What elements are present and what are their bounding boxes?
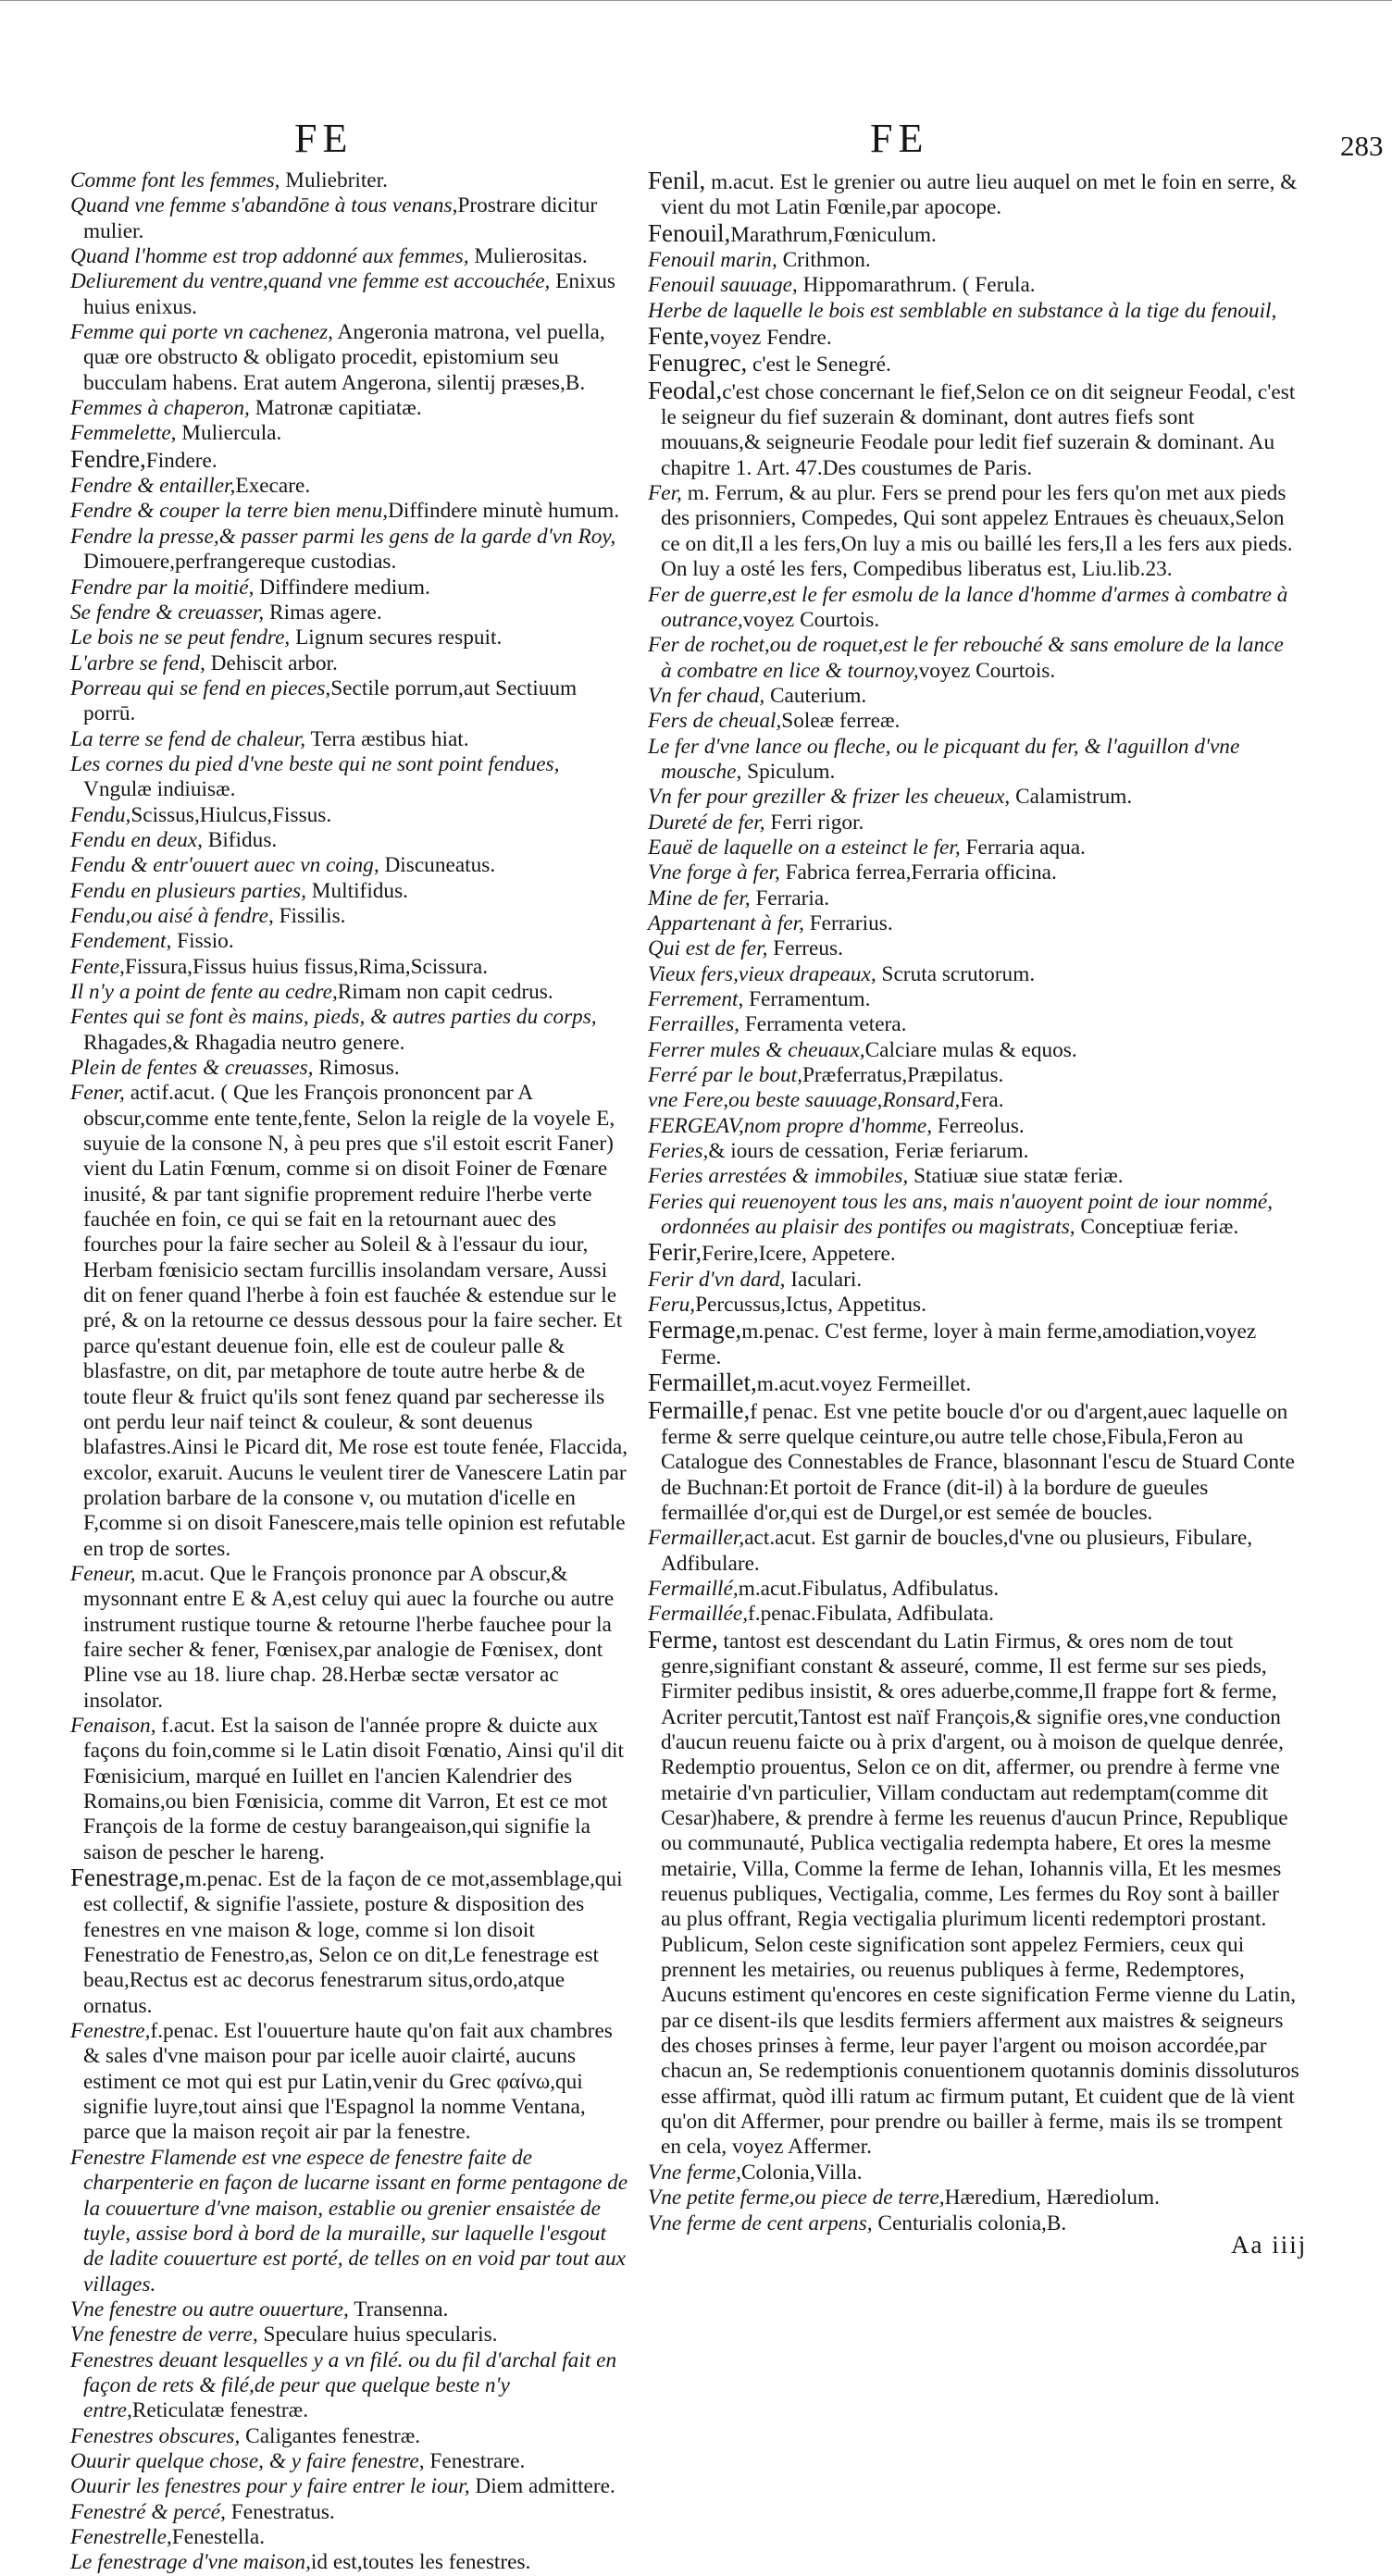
dictionary-entry [70,168,631,193]
headword: Fermaillé, [648,1576,739,1601]
headword: Ferrement, [648,987,744,1011]
dictionary-entry [648,1088,1299,1113]
definition: Ferraria aqua. [960,835,1086,860]
headword: Fentes qui se font ès mains, pieds, & autres parties du corps, [70,1005,597,1030]
dictionary-entry [70,2500,631,2525]
headword: Plein de fentes & creuasses, [70,1056,314,1081]
headword: Femmes à chaperon, [70,396,250,421]
headword: Fenestre Flamende est vne espece de fenestre faite de charpenterie en façon de lucarne issant en forme pentagone de la couuerture d'vne maison, establie ou grenier ensaistée de tuyle, assise bord à bord de la muraille, sur laquelle l'esgout de ladite couuerture est porté, de telles on en void par tout aux villages. [70,2145,628,2297]
dictionary-entry [70,2550,631,2575]
dictionary-entry [648,1526,1299,1577]
dictionary-entry [70,727,631,752]
headword: Ouurir les fenestres pour y faire entrer le iour, [70,2474,470,2499]
headword: Vn fer chaud, [648,683,765,708]
definition: Muliercula. [176,421,282,446]
definition: Fabrica ferrea,Ferraria officina. [779,861,1057,886]
headword: Fenil, [648,167,706,194]
headword: Ferme, [648,1625,718,1653]
dictionary-entry [70,499,631,524]
definition: m.penac. Est de la façon de ce mot,assemblage,qui est collectif, & signifie l'assiete, posture & disposition des fenestres en vne maison & loge, comme si lon disoit Fenestratio de Fenestro,as, Selon ce on dit,Le fenestrage est beau,Rectus est ac decorus fenestrarum situs,ordo,atque ornatus. [83,1867,623,2018]
definition: Dehiscit arbor. [205,650,338,675]
definition: Ferraria. [750,886,830,910]
definition: c'est chose concernant le fief,Selon ce on dit seigneur Feodal, c'est le seigneur du fief suzerain & dominant, dont autres fiefs sont mouuans,& seigneurie Feodale pour ledit fief suzerain & dominant. Au chapitre 1. Art. 47.Des coustumes de Paris. [661,379,1296,480]
left-column [70,168,631,2576]
dictionary-entry [70,853,631,878]
headword: Fenugrec, [648,349,748,378]
dictionary-entry [70,2146,631,2297]
definition: f penac. Est vne petite boucle d'or ou d'argent,auec laquelle on ferme & serre quelque ceinture,ou autre telle chose,Fibula,Feron au Catalogue des Connestables de France, blasonnant l'escu de Stuard Conte de Buchnan:Et portoit de France (dit-il) à la bordure de gueules fermaillée d'or,qui est de Durgel,or est semée de boucles. [661,1399,1295,1525]
definition: Findere. [145,448,218,473]
headword: Ferrailles, [648,1012,740,1037]
definition: tantost est descendant du Latin Firmus, & ores nom de tout genre,signifiant constant & asseuré, comme, Il est ferme sur ses pieds, Firmiter pedibus insistit, & ores aduerbe,comme,Il frappe fort & ferme, Acriter percutit,Tantost est naïf François,& signifie ores,vne conduction d'aucun reuenu faicte ou à prix d'argent, ou à moison de quelque denrée, Redemptio prouentus, Selon ce on dit, affermer, ou prendre à ferme vne metairie d'vn particulier, Villam conductam aut redemptam(comme dit Cesar)habere, & prendre à ferme les reuenus d'aucun Prince, Republique ou communauté, Publica vectigalia redempta habere, Et ores la mesme metairie, Villa, Comme la ferme de Iehan, Iohannis villa, Et les mesmes reuenus publiques, Vectigalia, comme, Les fermes du Roy sont à bailler au plus offrant, Regia vectigalia plurimum licenti redemptori prostant. Publicum, Selon ceste signification sont appelez Fermiers, ceux qui prennent les metairies, ou reuenus publiques à ferme, Redemptores, Aucuns estiment qu'encores en ceste signification Ferme vienne du Latin, par ce disent-ils que lesdits fermiers afferment aux maistres & seigneurs des choses prinses à ferme, leur payer l'argent ou moison accordée,par chacun an, Se redemptionis conuentionem quotannis dominis dissoluturos esse affirmat, quòd illi ratum ac firmum putant, Et cuident que de là vient qu'on dit Affermer, pour prendre ou bailler à ferme, mais ils se trompent en cela, voyez Affermer. [661,1629,1299,2160]
definition: Percussus,Ictus, Appetitus. [695,1293,926,1318]
definition: Execare. [235,474,311,499]
dictionary-entry [70,2019,631,2146]
headword: Comme font les femmes, [70,168,280,192]
definition: Crithmon. [777,248,871,273]
headword: Vn fer pour greziller & frizer les cheueux, [648,785,1011,810]
headword: Fenouil marin, [648,248,777,273]
definition: Ferramenta vetera. [740,1012,907,1037]
headword: Herbe de laquelle le bois est semblable en substance à la tige du fenouil, [648,298,1277,323]
definition: Matronæ capitiatæ. [249,396,422,421]
headword: Ferré par le bout, [648,1063,802,1088]
definition: f.acut. Est la saison de l'année propre & duicte aux façons du foin,comme si le Latin disoit Fœnatio, Ainsi qu'il dit Fœnisicium, marqué en Iuillet en l'ancien Kalendrier des Romains,ou bien Fœnisicia, comme dit Varron, Et est ce mot François de la forme de cestuy barangeaison,qui signifie la saison de pescher le hareng. [83,1713,624,1864]
running-head-left: FE [294,116,354,161]
headword: Quand l'homme est trop addonné aux femmes, [70,244,469,269]
dictionary-entry [70,651,631,676]
definition: Rimas agere. [264,600,382,625]
definition: m.acut.Fibulatus, Adfibulatus. [738,1576,1000,1601]
headword: Appartenant à fer, [648,910,804,935]
definition: Rimam non capit cedrus. [337,980,553,1004]
definition: actif.acut. ( Que les François prononcent par A obscur,comme ente tente,fente, Selon la reigle de la voyele E, suyuie de la consone N, à peu pres que s'il estoit escrit Faner) vient du Latin Fœnum, comme si on disoit Foiner de Fœnare inusité, & par tant signifie proprement reduire l'herbe verte fauchée en foin, ce qui se fait en la retournant auec des fourches pour la faire secher au Soleil & à l'essaur du iour, Herbam fœnisicio sectam furcillis insolandam versare, Aussi dit on fener quand l'herbe à foin est fauchée & estendue sur le pré, & on la retourne ce dessus dessous pour la faire secher. Et parce qu'estant deuenue foin, elle est de couleur palle & blasfastre, on dit, par metaphore de toute autre herbe & de toute fleur & fruict qu'ils sont fenez quand par secheresse ils ont perdu leur naif teinct & couleur, & sont deuenus blafastres.Ainsi le Picard dit, Me rose est toute fenée, Flaccida, excolor, exaruit. Aucuns le veulent tirer de Vanescere Latin par prolation barbare de la consone v, ou mutation d'icelle en F,comme si on disoit Fanescere,mais telle opinion est refutable en trop de sortes. [83,1081,628,1561]
definition: Conceptiuæ feriæ. [1075,1215,1239,1240]
headword: Ferir, [648,1238,702,1267]
running-head-right: FE [870,116,929,161]
dictionary-entry [648,684,1299,709]
headword: Fenestres obscures, [70,2423,241,2448]
headword: Feries qui reuenoyent tous les ans, mais n'auoyent point de iour nommé, ordonnées au plaisir des pontifes ou magistrats, [648,1189,1274,1240]
definition: Hæredium, Hærediolum. [944,2186,1160,2211]
headword: Deliurement du ventre,quand vne femme est accouchée, [70,269,551,294]
definition: Bifidus. [202,827,278,852]
dictionary-entry [70,396,631,421]
headword: Fendre & entailler, [70,474,236,499]
dictionary-entry [648,218,1299,248]
definition: Rhagades,& Rhagadia neutro genere. [83,1030,405,1055]
dictionary-entry [648,1577,1299,1602]
dictionary-entry [648,583,1299,634]
headword: Fendu,ou aisé à fendre, [70,903,274,928]
definition: Transenna. [348,2297,449,2322]
headword: Fer de rochet,ou de roquet,est le fer rebouché & sans emolure de la lance à combatre en lice & tournoy, [648,633,1284,683]
dictionary-entry [70,576,631,601]
dictionary-entry [648,273,1299,298]
definition: Discuneatus. [379,853,496,878]
headword: Fer, [648,481,682,506]
dictionary-entry [648,1395,1299,1527]
headword: Quand vne femme s'abandōne à tous venans, [70,193,458,218]
dictionary-entry [70,2449,631,2474]
definition: Lignum secures respuit. [290,625,503,650]
dictionary-entry [648,2211,1299,2236]
definition: Centurialis colonia,B. [872,2211,1067,2235]
definition: m.acut. Est le grenier ou autre lieu auquel on met le foin en serre, & vient du mot Latin Fœnile,par apocope. [661,170,1298,220]
headword: Fenestres deuant lesquelles y a vn filé. ou du fil d'archal fait en façon de rets & filé,de peur que quelque beste n'y entre, [70,2347,617,2423]
headword: Fenestré & percé, [70,2499,226,2524]
definition: voyez Fendre. [709,326,832,351]
dictionary-entry [648,168,1299,221]
dictionary-entry [70,444,631,474]
definition: Vngulæ indiuisæ. [83,777,236,802]
headword: Fenestrelle, [70,2524,172,2549]
headword: Fendre par la moitié, [70,575,255,600]
dictionary-entry [648,962,1299,987]
headword: Fer de guerre,est le fer esmolu de la lance d'homme d'armes à combatre à outrance, [648,582,1288,632]
definition: Scruta scrutorum. [876,961,1036,986]
dictionary-entry [70,1714,631,1865]
headword: Feries, [648,1139,709,1164]
headword: Fermaillet, [648,1368,757,1397]
definition: Marathrum,Fœniculum. [730,222,937,247]
definition: Caligantes fenestræ. [240,2423,421,2448]
definition: Sectile porrum,aut Sectiuum porrū. [83,675,578,726]
definition: c'est le Senegré. [747,353,891,378]
definition: Fenestrare. [424,2448,526,2473]
headword: Fendre, [70,444,146,473]
definition: Speculare huius specularis. [257,2322,498,2347]
headword: Femmelette, [70,421,177,446]
page-number: 283 [1340,130,1384,162]
top-rule [0,0,1392,1]
definition: Fissilis. [273,903,346,928]
headword: Femme qui porte vn cachenez, [70,320,333,345]
headword: Fente, [70,954,125,979]
headword: Mine de fer, [648,886,751,910]
headword: Fermailler, [648,1526,745,1551]
dictionary-entry [648,1063,1299,1088]
headword: Vieux fers,vieux drapeaux, [648,961,876,986]
dictionary-entry [648,886,1299,911]
headword: Fers de cheual, [648,709,782,734]
dictionary-entry [648,911,1299,936]
dictionary-entry [70,904,631,929]
definition: Iaculari. [785,1267,863,1292]
dictionary-entry [70,2348,631,2424]
headword: Fenestrage, [70,1864,185,1892]
dictionary-entry [70,1005,631,1056]
definition: Spiculum. [741,759,836,784]
headword: Dureté de fer, [648,810,765,835]
definition: Colonia,Villa. [740,2160,863,2185]
definition: Reticulatæ fenestræ. [131,2398,309,2423]
dictionary-entry [70,421,631,446]
headword: Feneur, [70,1561,136,1586]
definition: Ferri rigor. [764,810,864,835]
dictionary-entry [648,1602,1299,1627]
dictionary-entry [648,1012,1299,1037]
dictionary-entry [70,320,631,396]
dictionary-entry [648,1370,1299,1397]
definition: Diffindere minutè humum. [388,499,620,524]
dictionary-entry [70,1562,631,1714]
signature-mark: Aa iiij [1231,2231,1308,2259]
definition: Fissio. [171,929,234,954]
dictionary-entry [648,1293,1299,1318]
dictionary-entry [70,1865,631,2019]
definition: Fissura,Fissus huius fissus,Rima,Scissura. [124,954,489,979]
dictionary-entry [70,1081,631,1562]
headword: Vne petite ferme,ou piece de terre, [648,2186,945,2211]
dictionary-entry [70,244,631,269]
definition: Fera. [960,1088,1004,1113]
definition: Calciare mulas & equos. [864,1037,1077,1062]
headword: Fente, [648,322,710,351]
definition: Dimouere,perfrangereque custodias. [83,550,397,575]
definition: Diffindere medium. [254,575,430,600]
definition: Ferrarius. [803,910,893,935]
definition: Enixus huius enixus. [83,269,615,319]
dictionary-entry [70,2322,631,2347]
headword: Fenaison, [70,1713,156,1738]
headword: Fenestre, [70,2019,151,2044]
dictionary-entry [648,1240,1299,1267]
headword: Vne forge à fer, [648,861,780,886]
headword: Porreau qui se fend en pieces, [70,675,331,700]
definition: Angeronia matrona, vel puella, quæ ore obstructo & obligato procedit, epistomium seu bucculam habens. Erat autem Angerona, silentij præses,B. [83,320,605,395]
definition: m.acut. Que le François prononce par A obscur,& mysonnant entre E & A,est celuy qui auec la fourche ou autre instrument rustique tourne & retourne l'herbe fauchee pour la faire secher & fener, Fœnisex,par analogie de Fœnisex, dont Pline vse au 18. liure chap. 28.Herbæ sectæ versator ac insolator. [83,1561,615,1713]
dictionary-entry [648,248,1299,273]
headword: Ferrer mules & cheuaux, [648,1037,865,1062]
definition: Fenestratus. [225,2499,335,2524]
definition: f.penac. Est l'ouuerture haute qu'on fait aux chambres & sales d'vne maison pour par icelle auoir clairté, aucuns estiment ce mot qui est pur Latin,venir du Grec φαίνω,qui signifie luyre,tout ainsi que l'Espagnol la nomme Ventana, parce que la maison reçoit air par la fenestre. [83,2019,613,2145]
headword: Fendu, [70,802,131,827]
headword: Feries arrestées & immobiles, [648,1164,909,1189]
headword: Ouurir quelque chose, & y faire fenestre, [70,2448,425,2473]
dictionary-entry [648,481,1299,582]
headword: Fermage, [648,1316,742,1344]
headword: vne Fere,ou beste sauuage,Ronsard, [648,1088,961,1113]
dictionary-entry [648,633,1299,684]
definition: m. Ferrum, & au plur. Fers se prend pour les fers qu'on met aux pieds des prisonniers, Compedes, Qui sont appelez Entraues ès cheuaux,Selon ce on dit,Il a les fers,On luy a mis ou baillé les fers,Il a les fers aux pieds. On luy a osté les fers, Compedibus liberatus est, Liu.lib.23. [661,481,1293,582]
dictionary-entry [648,378,1299,481]
dictionary-entry [648,2186,1299,2211]
dictionary-entry [70,752,631,803]
dictionary-entry [648,861,1299,886]
headword: Se fendre & creuasser, [70,600,265,625]
definition: Diem admittere. [469,2474,615,2499]
definition: Ferramentum. [743,987,871,1011]
dictionary-entry [648,1268,1299,1293]
definition: Multifidus. [305,878,408,903]
headword: Fenouil sauuage, [648,273,798,298]
dictionary-entry [70,2424,631,2449]
dictionary-entry [648,324,1299,351]
dictionary-entry [648,351,1299,378]
definition: & iours de cessation, Feriæ feriarum. [708,1139,1029,1164]
dictionary-entry [648,836,1299,861]
dictionary-entry [70,2474,631,2499]
dictionary-entry [648,299,1299,324]
definition: Ferreus. [767,936,843,961]
dictionary-entry [70,1056,631,1081]
dictionary-entry [648,1038,1299,1063]
dictionary-entry [70,625,631,650]
dictionary-entry [648,1139,1299,1164]
headword: Fendre la presse,& passer parmi les gens de la garde d'vn Roy, [70,524,616,549]
headword: L'arbre se fend, [70,650,205,675]
definition: Rimosus. [313,1056,400,1081]
dictionary-entry [648,1114,1299,1139]
dictionary-entry [70,2297,631,2322]
definition: act.acut. Est garnir de boucles,d'vne ou plusieurs, Fibulare, Adfibulare. [661,1526,1253,1576]
dictionary-entry [70,2525,631,2550]
definition: Cauterium. [764,683,867,708]
headword: Fendu & entr'ouuert auec vn coing, [70,853,379,878]
dictionary-entry [70,676,631,727]
dictionary-entry [70,955,631,980]
dictionary-entry [70,980,631,1005]
headword: Feru, [648,1293,696,1318]
headword: Ferir d'vn dard, [648,1267,786,1292]
definition: Prostrare dicitur mulier. [83,193,598,243]
dictionary-entry [648,735,1299,786]
dictionary-entry [648,987,1299,1012]
definition: Præferratus,Præpilatus. [802,1063,1004,1088]
definition: Calamistrum. [1010,785,1133,810]
headword: Vne fenestre de verre, [70,2322,258,2347]
headword: Le fer d'vne lance ou fleche, ou le picquant du fer, & l'aguillon d'vne mousche, [648,734,1240,784]
dictionary-entry [648,1164,1299,1189]
headword: Feodal, [648,376,723,404]
definition: Ferreolus. [932,1113,1025,1138]
definition: voyez Courtois. [742,607,880,632]
headword: Fenouil, [648,218,731,247]
headword: Vne ferme, [648,2160,741,2185]
headword: Fermaillée, [648,1602,749,1627]
right-column [648,168,1299,2236]
dictionary-entry [648,709,1299,734]
definition: m.acut.voyez Fermeillet. [756,1372,972,1397]
dictionary-entry [70,525,631,576]
definition: voyez Courtois. [918,658,1056,683]
dictionary-entry [648,1190,1299,1241]
headword: Fendre & couper la terre bien menu, [70,499,389,524]
dictionary-entry [648,2161,1299,2186]
headword: Fermaille, [648,1395,751,1424]
headword: Vne ferme de cent arpens, [648,2211,873,2235]
dictionary-entry [648,1625,1299,2161]
definition: Terra æstibus hiat. [305,726,469,751]
dictionary-entry [70,828,631,853]
dictionary-entry [648,785,1299,810]
headword: Les cornes du pied d'vne beste qui ne sont point fendues, [70,751,560,776]
definition: Scissus,Hiulcus,Fissus. [130,802,332,827]
definition: Mulierositas. [468,244,588,269]
definition: Hippomarathrum. ( Ferula. [797,273,1036,298]
definition: Statiuæ siue statæ feriæ. [908,1164,1124,1189]
definition: f.penac.Fibulata, Adfibulata. [748,1602,994,1627]
dictionary-entry [70,269,631,320]
definition: Muliebriter. [280,168,388,192]
definition: Ferire,Icere, Appetere. [702,1242,896,1267]
headword: Qui est de fer, [648,936,768,961]
definition: Fenestella. [171,2524,266,2549]
definition: Soleæ ferreæ. [781,709,901,734]
definition: id est,toutes les fenestres. [310,2550,531,2575]
headword: Fendu en deux, [70,827,203,852]
dictionary-entry [648,1318,1299,1370]
dictionary-entry [70,193,631,244]
dictionary-entry [648,936,1299,961]
headword: Il n'y a point de fente au cedre, [70,980,338,1004]
headword: Le fenestrage d'vne maison, [70,2550,311,2575]
headword: La terre se fend de chaleur, [70,726,306,751]
headword: Fener, [70,1081,125,1106]
headword: Le bois ne se peut fendre, [70,625,291,650]
headword: FERGEAV,nom propre d'homme, [648,1113,933,1138]
headword: Vne fenestre ou autre ouuerture, [70,2297,349,2322]
dictionary-entry [70,803,631,828]
dictionary-entry [70,929,631,954]
headword: Eauë de laquelle on a esteinct le fer, [648,835,961,860]
dictionary-entry [648,811,1299,836]
headword: Fendement, [70,929,172,954]
dictionary-entry [70,879,631,904]
definition: m.penac. C'est ferme, loyer à main ferme,amodiation,voyez Ferme. [661,1319,1257,1369]
dictionary-entry [70,474,631,499]
headword: Fendu en plusieurs parties, [70,878,306,903]
dictionary-entry [70,601,631,625]
